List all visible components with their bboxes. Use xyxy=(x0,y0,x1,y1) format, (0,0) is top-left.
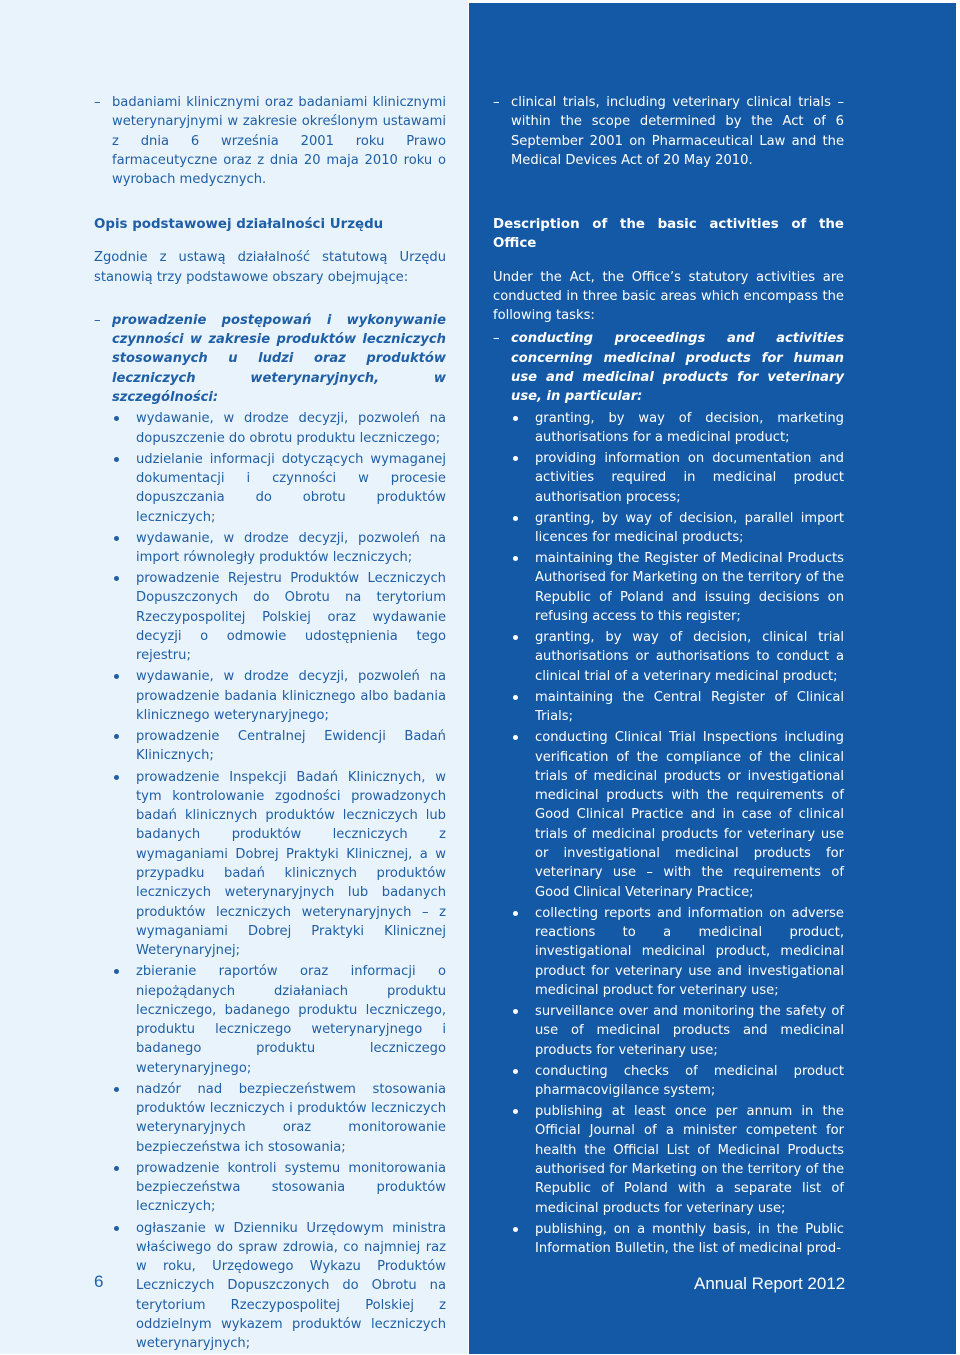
list-item: zbieranie raportów oraz informacji o niepożądanych działaniach produktu leczniczego, badanego produktu leczniczego, produktu leczniczego weterynaryjnego i badanego produktu leczniczego weterynaryjnego; xyxy=(94,962,446,1078)
right-section-heading: Description of the basic activities of the Office xyxy=(493,217,844,252)
list-item: granting, by way of decision, clinical trial authorisations or authorisations to conduct a clinical trial of a veterinary medicinal product; xyxy=(493,628,844,686)
right-main-item-text: conducting proceedings and activities concerning medicinal products for human use and medicinal products for veterinary use, in particular: xyxy=(511,331,844,405)
bullet-icon xyxy=(114,775,119,780)
list-item: prowadzenie Rejestru Produktów Leczniczych Dopuszczonych do Obrotu na terytorium Rzeczypospolitej Polskiej oraz wydawanie decyzji o odmowie udostępnienia tego rejestru; xyxy=(94,569,446,665)
list-item: wydawanie, w drodze decyzji, pozwoleń na prowadzenie badania klinicznego albo badania klinicznego weterynaryjnego; xyxy=(94,667,446,725)
bullet-icon xyxy=(513,456,518,461)
left-main-item xyxy=(94,311,446,407)
bullet-icon xyxy=(114,416,119,421)
bullet-icon xyxy=(114,734,119,739)
list-item: publishing, on a monthly basis, in the Public Information Bulletin, the list of medicinal prod- xyxy=(493,1220,844,1259)
list-item: maintaining the Central Register of Clinical Trials; xyxy=(493,688,844,727)
bullet-icon xyxy=(114,536,119,541)
right-intro-item xyxy=(493,93,844,170)
list-item: wydawanie, w drodze decyzji, pozwoleń na dopuszczenie do obrotu produktu leczniczego; xyxy=(94,409,446,448)
left-main-item-text: prowadzenie postępowań i wykonywanie czynności w zakresie produktów leczniczych stosowanych u ludzi oraz produktów leczniczych weterynaryjnych, w szczególności: xyxy=(112,312,446,406)
left-intro-block xyxy=(94,93,446,189)
list-item: maintaining the Register of Medicinal Products Authorised for Marketing on the territory of the Republic of Poland and issuing decisions on refusing access to this register; xyxy=(493,549,844,626)
list-item: collecting reports and information on adverse reactions to a medicinal product, investigational medicinal product, medicinal product for veterinary use and investigational medicinal product for veterinary use; xyxy=(493,904,844,1000)
list-item: surveillance over and monitoring the safety of use of medicinal products and medicinal products for veterinary use; xyxy=(493,1002,844,1060)
bullet-icon xyxy=(114,674,119,679)
bullet-icon xyxy=(513,416,518,421)
bullet-icon xyxy=(114,1226,119,1231)
left-bullet-list xyxy=(94,409,446,1353)
bullet-icon xyxy=(114,969,119,974)
bullet-icon xyxy=(513,1109,518,1114)
bullet-icon xyxy=(513,735,518,740)
list-item: providing information on documentation and activities required in medicinal product authorisation process; xyxy=(493,449,844,507)
bullet-icon xyxy=(513,695,518,700)
list-item: wydawanie, w drodze decyzji, pozwoleń na import równoległy produktów leczniczych; xyxy=(94,529,446,568)
left-intro-text: badaniami klinicznymi oraz badaniami klinicznymi weterynaryjnymi w zakresie określonym ustawami z dnia 6 września 2001 roku Prawo farmaceutyczne oraz z dnia 20 maja 2010 roku o wyrobach medycznych. xyxy=(112,95,446,188)
list-item: udzielanie informacji dotyczących wymaganej dokumentacji i czynności w procesie dopuszczania do obrotu produktów leczniczych; xyxy=(94,450,446,527)
bullet-icon xyxy=(114,457,119,462)
dash-marker: – xyxy=(493,95,500,110)
bullet-icon xyxy=(513,635,518,640)
bullet-icon xyxy=(114,1087,119,1092)
report-footer-label: Annual Report 2012 xyxy=(694,1274,846,1293)
bullet-icon xyxy=(513,516,518,521)
list-item: ogłaszanie w Dzienniku Urzędowym ministra właściwego do spraw zdrowia, co najmniej raz w roku, Urzędowego Wykazu Produktów Leczniczych Dopuszczonych do Obrotu na terytorium Rzeczypospolitej Polskiej z oddzielnym wykazem produktów leczniczych weterynaryjnych; xyxy=(94,1219,446,1354)
left-section-heading: Opis podstawowej działalności Urzędu xyxy=(94,217,384,232)
bullet-icon xyxy=(513,556,518,561)
right-main-item xyxy=(493,329,844,406)
right-bullet-list xyxy=(493,409,844,1259)
page-number: 6 xyxy=(94,1272,104,1291)
right-intro-text: clinical trials, including veterinary clinical trials – within the scope determined by the Act of 6 September 2001 on Pharmaceutical Law and the Medical Devices Act of 20 May 2010. xyxy=(511,95,844,168)
list-item: prowadzenie Centralnej Ewidencji Badań Klinicznych; xyxy=(94,727,446,766)
left-intro-item xyxy=(94,93,446,189)
dash-marker: – xyxy=(493,331,500,347)
list-item: granting, by way of decision, marketing authorisations for a medicinal product; xyxy=(493,409,844,448)
left-intro-paragraph: Zgodnie z ustawą działalność statutową Urzędu stanowią trzy podstawowe obszary obejmujące: xyxy=(94,250,446,285)
bullet-icon xyxy=(513,911,518,916)
dash-marker: – xyxy=(94,312,101,328)
list-item: publishing at least once per annum in the Official Journal of a minister competent for health the Official List of Medicinal Products authorised for Marketing on the territory of the Republic of Poland with a separate list of medicinal products for veterinary use; xyxy=(493,1102,844,1218)
right-intro-block xyxy=(493,93,844,170)
list-item: conducting checks of medicinal product pharmacovigilance system; xyxy=(493,1062,844,1101)
left-main-block xyxy=(94,215,446,1355)
list-item: prowadzenie Inspekcji Badań Klinicznych, w tym kontrolowanie zgodności prowadzonych badań klinicznych produktów leczniczych lub badanych produktów leczniczych z wymaganiami Dobrej Praktyki Klinicznej, a w przypadku badań klinicznych produktów leczniczych weterynaryjnych lub badanych produktów leczniczych weterynaryjnych – z wymaganiami Dobrej Praktyki Klinicznej Weterynaryjnej; xyxy=(94,768,446,961)
list-item: conducting Clinical Trial Inspections including verification of the compliance of the clinical trials of medicinal products or investigational medicinal products with the requirements of Good Clinical Practice and in case of clinical trials of medicinal products for veterinary use or investigational medicinal products for veterinary use – with the requirements of Good Clinical Veterinary Practice; xyxy=(493,728,844,902)
bullet-icon xyxy=(114,576,119,581)
right-intro-paragraph: Under the Act, the Office’s statutory activities are conducted in three basic areas which encompass the following tasks: xyxy=(493,269,844,324)
bullet-icon xyxy=(513,1069,518,1074)
list-item: nadzór nad bezpieczeństwem stosowania produktów leczniczych i produktów leczniczych weterynaryjnych oraz monitorowanie bezpieczeństwa ich stosowania; xyxy=(94,1080,446,1157)
dash-marker: – xyxy=(94,95,101,110)
right-main-block xyxy=(493,215,844,1260)
bullet-icon xyxy=(114,1166,119,1171)
bullet-icon xyxy=(513,1009,518,1014)
list-item: granting, by way of decision, parallel import licences for medicinal products; xyxy=(493,509,844,548)
bullet-icon xyxy=(513,1227,518,1232)
list-item: prowadzenie kontroli systemu monitorowania bezpieczeństwa stosowania produktów leczniczych; xyxy=(94,1159,446,1217)
